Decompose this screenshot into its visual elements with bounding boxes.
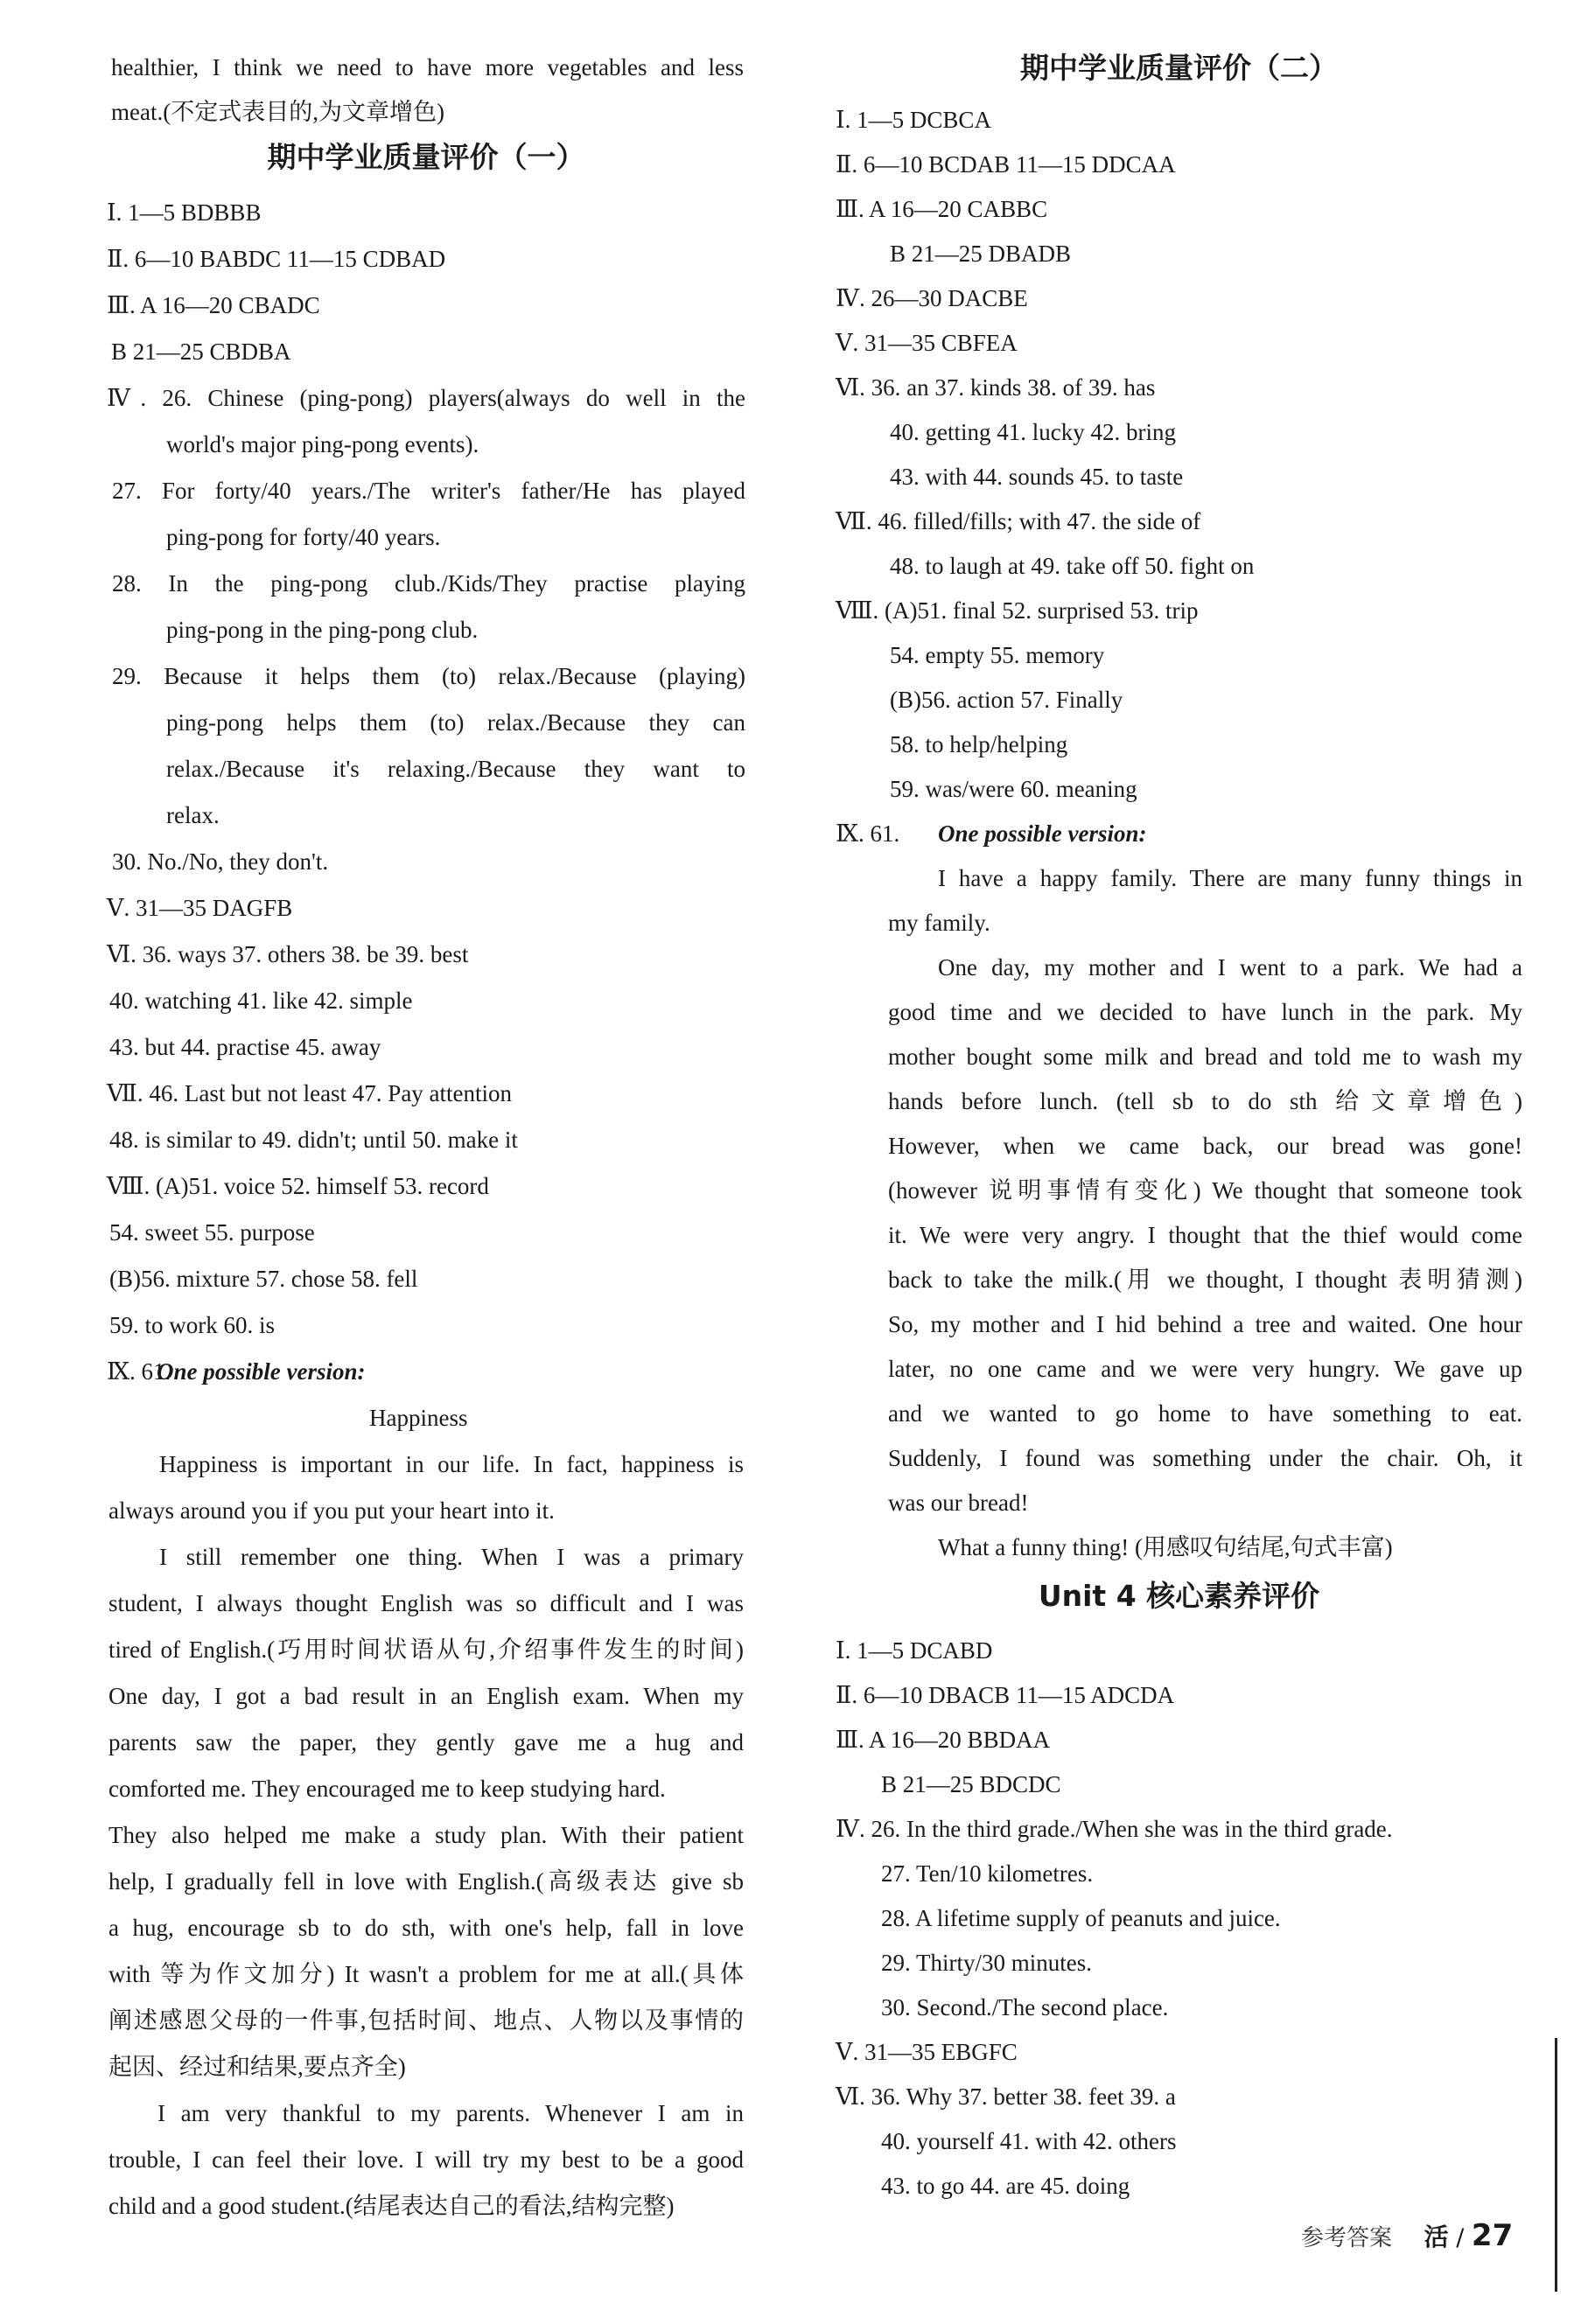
left-answer-line: 59. to work 60. is [109, 1312, 275, 1338]
right-answer-line: 54. empty 55. memory [890, 642, 1105, 668]
left-answer-line: 28. In the ping-pong club./Kids/They practise playing [112, 570, 745, 597]
left-answer-line: Ⅶ. 46. Last but not least 47. Pay attention [107, 1080, 513, 1106]
left-answer-line: 48. is similar to 49. didn't; until 50. make it [109, 1127, 518, 1153]
right-answer-line: back to take the milk.(用 we thought, I thought 表明猜测) [888, 1267, 1522, 1293]
right-section-title: Unit 4 核心素养评价 [1038, 1579, 1320, 1613]
right-answer-line: 30. Second./The second place. [881, 1994, 1169, 2020]
right-answer-line: Ⅳ. 26—30 DACBE [836, 285, 1028, 311]
right-answer-line: Suddenly, I found was something under the chair. Oh, it [888, 1445, 1522, 1471]
right-answer-line: good time and we decided to have lunch in the park. My [888, 999, 1522, 1025]
left-answer-line: Happiness [369, 1405, 468, 1431]
right-answer-line: mother bought some milk and bread and told me to wash my [888, 1043, 1522, 1070]
right-answer-line: One possible version: [938, 820, 1147, 847]
right-answer-line: Ⅵ. 36. Why 37. better 38. feet 39. a [836, 2083, 1176, 2110]
right-answer-line: 40. yourself 41. with 42. others [881, 2128, 1177, 2154]
right-answer-line: I have a happy family. There are many funny things in [938, 865, 1522, 891]
left-answer-line: relax./Because it's relaxing./Because they want to [166, 756, 745, 782]
right-answer-line: Ⅳ. 26. In the third grade./When she was in the third grade. [836, 1816, 1393, 1842]
left-answer-line: healthier, I think we need to have more vegetables and less [111, 54, 744, 80]
left-answer-line: a hug, encourage sb to do sth, with one's help, fall in love [108, 1915, 744, 1941]
right-answer-line: and we wanted to go home to have something to eat. [888, 1400, 1522, 1427]
left-answer-line: 阐述感恩父母的一件事,包括时间、地点、人物以及事情的 [108, 2007, 744, 2034]
left-answer-line: trouble, I can feel their love. I will try my best to be a good [108, 2146, 744, 2173]
left-answer-line: Ⅲ. A 16—20 CBADC [107, 292, 320, 318]
footer-label: 参考答案 [1301, 2225, 1393, 2251]
edge-rule [1555, 2038, 1557, 2292]
left-answer-line: 30. No./No, they don't. [112, 848, 329, 875]
left-answer-line: with 等为作文加分) It wasn't a problem for me at all.(具体 [108, 1961, 744, 1987]
right-answer-line: (B)56. action 57. Finally [890, 687, 1123, 713]
left-answer-line: help, I gradually fell in love with English.(高级表达 give sb [108, 1868, 744, 1895]
right-answer-line: 59. was/were 60. meaning [890, 776, 1137, 802]
left-answer-line: Happiness is important in our life. In fact, happiness is [159, 1451, 744, 1477]
right-answer-line: What a funny thing! (用感叹句结尾,句式丰富) [938, 1534, 1393, 1560]
left-answer-line: ping-pong for forty/40 years. [166, 524, 441, 550]
left-answer-line: Ⅷ. (A)51. voice 52. himself 53. record [107, 1173, 489, 1199]
left-answer-line: ping-pong in the ping-pong club. [166, 617, 479, 643]
right-answer-line: it. We were very angry. I thought that the thief would come [888, 1222, 1522, 1248]
right-answer-line: Ⅲ. A 16—20 CABBC [836, 196, 1048, 222]
left-answer-line: tired of English.(巧用时间状语从句,介绍事件发生的时间) [108, 1637, 744, 1663]
left-answer-line: Ⅵ. 36. ways 37. others 38. be 39. best [107, 941, 469, 967]
left-answer-line: B 21—25 CBDBA [111, 338, 291, 365]
left-answer-line: 29. Because it helps them (to) relax./Because (playing) [112, 663, 745, 689]
right-answer-line: B 21—25 DBADB [890, 241, 1072, 267]
left-answer-line: Ⅱ. 6—10 BABDC 11—15 CDBAD [107, 246, 446, 272]
right-answer-line: Ⅷ. (A)51. final 52. surprised 53. trip [836, 597, 1199, 624]
left-answer-line: They also helped me make a study plan. With their patient [108, 1822, 744, 1848]
left-answer-line: 起因、经过和结果,要点齐全) [108, 2054, 406, 2080]
left-answer-line: comforted me. They encouraged me to keep studying hard. [108, 1776, 666, 1802]
left-answer-line: parents saw the paper, they gently gave me a hug and [108, 1729, 744, 1755]
right-answer-line: One day, my mother and I went to a park. We had a [938, 954, 1522, 981]
left-answer-line: always around you if you put your heart into it. [108, 1497, 555, 1524]
right-answer-line: was our bread! [888, 1490, 1029, 1516]
left-answer-line: 27. For forty/40 years./The writer's father/He has played [112, 478, 745, 504]
right-answer-line: 43. with 44. sounds 45. to taste [890, 464, 1184, 490]
right-answer-line: B 21—25 BDCDC [881, 1771, 1061, 1797]
left-answer-line: Ⅴ. 31—35 DAGFB [107, 895, 293, 921]
left-answer-line: student, I always thought English was so difficult and I was [108, 1590, 744, 1616]
right-answer-line: However, when we came back, our bread was gone! [888, 1133, 1522, 1159]
right-answer-line: Ⅴ. 31—35 CBFEA [836, 330, 1018, 356]
right-answer-line: Ⅶ. 46. filled/fills; with 47. the side of [836, 508, 1201, 534]
left-section-title: 期中学业质量评价（一） [267, 140, 585, 174]
right-answer-line: 29. Thirty/30 minutes. [881, 1950, 1092, 1976]
right-answer-line: later, no one came and we were very hungry. We gave up [888, 1356, 1522, 1382]
right-answer-line: (however 说明事情有变化) We thought that someone took [888, 1177, 1522, 1204]
right-answer-line: Ⅱ. 6—10 BCDAB 11—15 DDCAA [836, 151, 1176, 178]
right-answer-line: Ⅰ. 1—5 DCBCA [836, 107, 991, 133]
right-answer-line: 40. getting 41. lucky 42. bring [890, 419, 1176, 445]
page-number: 27 [1471, 2218, 1514, 2253]
right-answer-line: 28. A lifetime supply of peanuts and juice. [881, 1905, 1281, 1931]
left-answer-line: ping-pong helps them (to) relax./Because they can [166, 709, 745, 736]
right-answer-line: my family. [888, 910, 990, 936]
right-section-title: 期中学业质量评价（二） [1020, 51, 1338, 85]
left-answer-line: world's major ping-pong events). [166, 431, 479, 457]
footer-brand: 活 [1424, 2223, 1449, 2251]
right-answer-line: 27. Ten/10 kilometres. [881, 1860, 1094, 1887]
right-answer-line: Ⅵ. 36. an 37. kinds 38. of 39. has [836, 374, 1156, 401]
left-answer-line: Ⅳ. 26. Chinese (ping-pong) players(always do well in the [107, 385, 745, 411]
right-answer-line: hands before lunch. (tell sb to do sth 给文章增色) [888, 1088, 1522, 1114]
right-answer-line: Ⅱ. 6—10 DBACB 11—15 ADCDA [836, 1682, 1175, 1708]
right-answer-line: So, my mother and I hid behind a tree and waited. One hour [888, 1311, 1522, 1337]
left-answer-line: (B)56. mixture 57. chose 58. fell [109, 1266, 418, 1292]
page-footer [1301, 2218, 1513, 2253]
right-answer-line: Ⅲ. A 16—20 BBDAA [836, 1727, 1051, 1753]
left-answer-line: 43. but 44. practise 45. away [109, 1034, 381, 1060]
right-answer-line: Ⅰ. 1—5 DCABD [836, 1637, 993, 1664]
right-answer-line: Ⅸ. 61. [836, 820, 900, 847]
left-answer-line: Ⅰ. 1—5 BDBBB [107, 199, 262, 226]
right-answer-line: 58. to help/helping [890, 731, 1068, 757]
right-answer-line: 43. to go 44. are 45. doing [881, 2173, 1130, 2199]
left-answer-line: 54. sweet 55. purpose [109, 1219, 315, 1246]
left-answer-line: One day, I got a bad result in an English exam. When my [108, 1683, 744, 1709]
left-answer-line: One possible version: [157, 1358, 366, 1385]
footer-slash: / [1456, 2224, 1465, 2251]
left-answer-line: child and a good student.(结尾表达自己的看法,结构完整) [108, 2193, 675, 2219]
right-answer-line: 48. to laugh at 49. take off 50. fight on [890, 553, 1255, 579]
left-answer-line: meat.(不定式表目的,为文章增色) [111, 99, 444, 125]
left-answer-line: I am very thankful to my parents. Whenever I am in [157, 2100, 744, 2126]
left-answer-line: Ⅸ. 61. [107, 1358, 171, 1385]
left-answer-line: 40. watching 41. like 42. simple [109, 988, 413, 1014]
right-answer-line: Ⅴ. 31—35 EBGFC [836, 2039, 1018, 2065]
left-answer-line: I still remember one thing. When I was a primary [159, 1544, 744, 1570]
left-answer-line: relax. [166, 802, 220, 828]
